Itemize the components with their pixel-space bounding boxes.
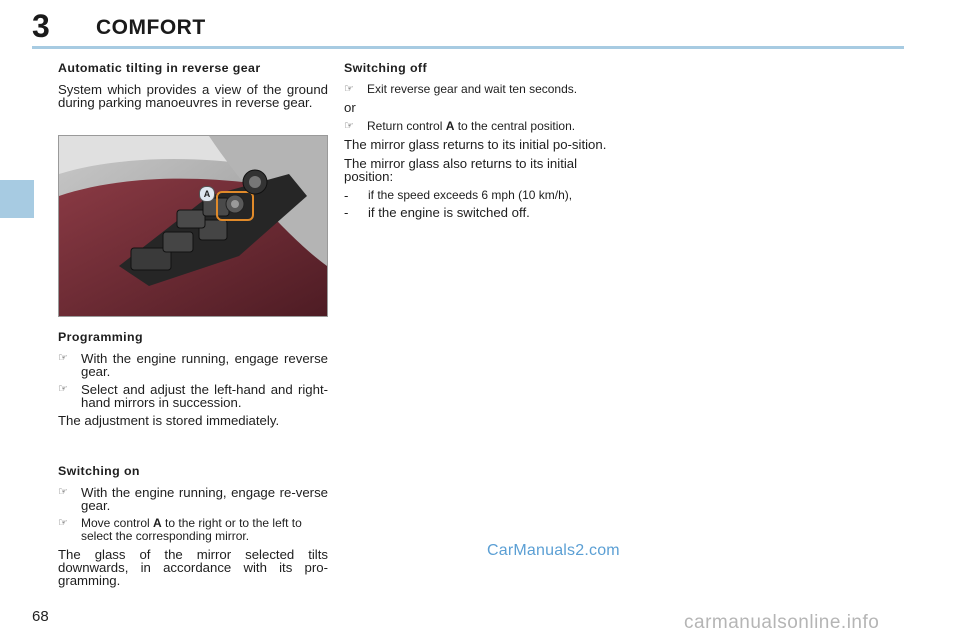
list-item-text: if the speed exceeds 6 mph (10 km/h),	[368, 188, 573, 202]
programming-heading: Programming	[58, 330, 143, 344]
list-item-text: With the engine running, engage re-verse gear.	[81, 485, 328, 513]
chapter-side-tab	[0, 180, 34, 218]
header-rule	[32, 46, 904, 49]
watermark-text: CarManuals2.com	[487, 542, 620, 559]
switching-on-heading: Switching on	[58, 464, 140, 478]
or-text: or	[344, 100, 356, 115]
chapter-title: COMFORT	[96, 16, 206, 39]
control-a-ref: A	[445, 119, 455, 133]
pointing-finger-icon: ☞	[58, 517, 68, 529]
tilting-text: System which provides a view of the ground during parking manoeuvres in reverse gear.	[58, 82, 328, 110]
right-column	[344, 62, 616, 223]
list-item	[344, 83, 616, 96]
callout-a-marker	[199, 186, 215, 202]
pointing-finger-icon: ☞	[344, 120, 354, 132]
list-item-text: Return control A to the central position.	[367, 119, 576, 133]
list-item: - if the engine is switched off.	[344, 205, 530, 220]
list-item-text: if the engine is switched off.	[368, 205, 530, 220]
page-number: 68	[32, 608, 49, 625]
switching-off-note-1: The mirror glass returns to its initial po-sition.	[344, 137, 607, 152]
mirror-control-photo	[58, 135, 328, 317]
list-item: - if the speed exceeds 6 mph (10 km/h),	[344, 188, 573, 203]
list-item	[344, 120, 616, 133]
pointing-finger-icon: ☞	[344, 83, 354, 95]
list-item-text: With the engine running, engage reverse gear.	[81, 351, 328, 379]
switching-off-note-2: The mirror glass also returns to its initial position:	[344, 156, 578, 184]
pointing-finger-icon: ☞	[58, 486, 68, 498]
tilting-heading: Automatic tilting in reverse gear	[58, 61, 261, 75]
site-watermark: carmanualsonline.info	[684, 612, 880, 633]
list-item-text: Select and adjust the left-hand and right-hand mirrors in succession.	[81, 382, 328, 410]
list-item	[58, 486, 328, 512]
list-item	[58, 517, 328, 543]
left-column	[58, 62, 328, 593]
switching-on-note: The glass of the mirror selected tilts downwards, in accordance with its pro-gramming.	[58, 547, 328, 588]
pointing-finger-icon: ☞	[58, 352, 68, 364]
chapter-number: 3	[32, 8, 50, 44]
pointing-finger-icon: ☞	[58, 383, 68, 395]
list-item	[58, 352, 328, 378]
list-item-text: Move control A to the right or to the left to select the corresponding mirror.	[81, 516, 302, 543]
list-item-text: Exit reverse gear and wait ten seconds.	[367, 82, 578, 96]
switching-off-heading: Switching off	[344, 61, 427, 75]
callout-a-label: A	[203, 189, 211, 199]
programming-note: The adjustment is stored immediately.	[58, 413, 280, 428]
control-a-ref: A	[153, 516, 162, 530]
list-item	[58, 383, 328, 409]
